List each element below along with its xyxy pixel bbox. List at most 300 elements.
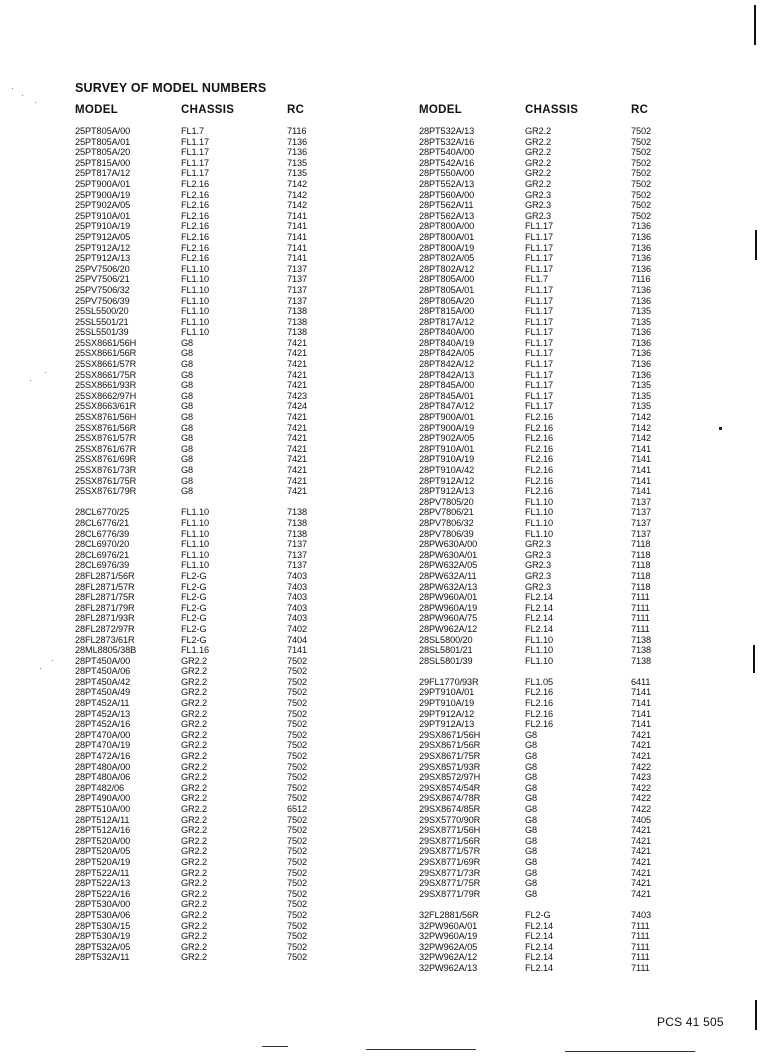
table-row <box>75 359 325 370</box>
chassis-cell: FL1.17 <box>525 401 554 412</box>
model-cell: 28PT840A/00 <box>419 327 475 338</box>
model-cell: 25PT902A/05 <box>75 200 131 211</box>
rc-cell: 7118 <box>631 539 651 550</box>
table-row <box>419 539 669 550</box>
model-cell: 28PT540A/00 <box>419 147 475 158</box>
chassis-cell: G8 <box>525 867 538 878</box>
rc-cell: 7502 <box>631 210 652 221</box>
table-row <box>75 624 325 635</box>
rc-cell: 7421 <box>287 454 308 465</box>
model-cell: 25PT912A/13 <box>75 253 131 264</box>
model-cell: 28PT912A/13 <box>419 486 475 497</box>
model-cell: 28FL2873/61R <box>75 634 135 645</box>
chassis-cell: G8 <box>525 751 538 762</box>
model-cell: 28PT530A/15 <box>75 920 131 931</box>
chassis-cell: GR2.2 <box>181 920 208 931</box>
rc-cell: 7136 <box>631 295 652 306</box>
rc-cell: 7141 <box>631 443 652 454</box>
model-cell: 25PT817A/12 <box>75 168 131 179</box>
model-cell: 28PT805A/00 <box>419 274 475 285</box>
table-row <box>419 899 669 910</box>
model-cell: 28PT520A/00 <box>75 835 131 846</box>
chassis-cell: FL2.14 <box>525 941 554 952</box>
chassis-cell: FL1.17 <box>525 390 554 401</box>
rc-cell: 7421 <box>631 888 652 899</box>
model-cell: 28PT450A/49 <box>75 687 131 698</box>
model-cell: 25PV7506/39 <box>75 295 130 306</box>
model-cell: 28FL2871/56R <box>75 570 135 581</box>
table-row <box>419 825 669 836</box>
rc-cell: 7421 <box>287 465 308 475</box>
table-row <box>75 815 325 826</box>
chassis-cell: GR2.2 <box>181 729 208 740</box>
table-row <box>419 963 669 974</box>
model-cell: 28FL2871/75R <box>75 592 135 603</box>
chassis-cell: GR2.2 <box>181 814 208 825</box>
rc-cell: 7502 <box>287 708 308 719</box>
model-cell: 28PT452A/11 <box>75 698 130 709</box>
table-row <box>419 868 669 879</box>
chassis-cell: FL2-G <box>181 602 207 613</box>
table-row <box>419 200 669 211</box>
chassis-cell: FL1.17 <box>525 380 554 391</box>
chassis-cell: FL2.14 <box>525 920 554 931</box>
chassis-cell: FL1.17 <box>525 306 554 317</box>
rc-cell: 7111 <box>631 623 650 634</box>
table-row <box>75 380 325 391</box>
model-cell: 28PT470A/00 <box>75 729 131 740</box>
chassis-cell: FL1.17 <box>181 136 210 147</box>
table-row <box>75 465 325 476</box>
chassis-cell: GR2.2 <box>181 931 208 942</box>
chassis-cell: G8 <box>181 390 194 401</box>
table-row <box>419 931 669 942</box>
rc-cell: 7142 <box>287 200 308 211</box>
model-cell: 28PT560A/00 <box>419 189 475 200</box>
model-cell: 25SX8761/56H <box>75 412 137 423</box>
chassis-cell: FL1.17 <box>525 242 554 253</box>
model-cell: 28PT520A/19 <box>75 856 131 867</box>
rc-cell: 7421 <box>287 412 308 423</box>
chassis-cell: FL1.10 <box>181 327 210 338</box>
table-row <box>419 857 669 868</box>
chassis-cell: GR2.2 <box>181 719 208 730</box>
table-row <box>419 465 669 476</box>
rc-cell: 7502 <box>287 909 308 920</box>
model-cell: 32PW962A/12 <box>419 952 478 963</box>
model-cell: 28PT480A/06 <box>75 772 131 783</box>
table-row <box>75 656 325 667</box>
model-cell: 29SX5770/90R <box>419 814 481 825</box>
chassis-cell: FL1.7 <box>181 126 204 136</box>
rc-cell: 7502 <box>631 189 652 200</box>
chassis-cell: FL1.10 <box>181 274 210 285</box>
model-cell: 28PT510A/00 <box>75 804 131 814</box>
model-cell: 28PT817A/12 <box>419 316 475 327</box>
table-row <box>419 804 669 815</box>
model-cell: 28PT530A/00 <box>75 899 131 910</box>
rc-cell: 7138 <box>631 655 652 666</box>
model-cell: 25SX8761/56R <box>75 422 137 433</box>
table-row <box>75 793 325 804</box>
model-cell: 28SL5800/20 <box>419 634 473 645</box>
table-row <box>419 253 669 264</box>
chassis-cell: GR2.2 <box>181 655 208 666</box>
model-cell: 25SX8661/57R <box>75 359 137 370</box>
table-row <box>419 666 669 677</box>
chassis-cell: G8 <box>181 380 194 391</box>
rc-cell: 7136 <box>287 147 308 158</box>
model-cell: 28PV7805/20 <box>419 496 474 507</box>
chassis-cell: FL1.17 <box>181 157 210 168</box>
chassis-cell: G8 <box>181 359 194 370</box>
rc-cell: 7138 <box>287 327 308 338</box>
rc-cell: 7421 <box>287 337 308 348</box>
rc-cell: 7502 <box>287 740 308 751</box>
chassis-cell: G8 <box>525 825 538 836</box>
table-row <box>75 433 325 444</box>
rc-cell: 7141 <box>287 231 308 242</box>
model-cell: 28PT842A/13 <box>419 369 475 380</box>
rc-cell: 7421 <box>287 369 308 380</box>
rc-cell: 7137 <box>287 560 308 571</box>
rc-cell: 7135 <box>631 390 652 401</box>
chassis-cell: GR2.2 <box>525 147 552 158</box>
model-cell: 29FL1770/93R <box>419 676 479 687</box>
rc-cell: 7136 <box>631 359 652 370</box>
chassis-cell: FL2-G <box>181 592 207 603</box>
model-cell: 28PT452A/16 <box>75 719 131 730</box>
chassis-cell: G8 <box>525 793 538 804</box>
table-row <box>75 772 325 783</box>
table-row <box>75 232 325 243</box>
model-cell: 25PV7506/32 <box>75 284 130 295</box>
table-row <box>75 836 325 847</box>
chassis-cell: FL2.16 <box>181 178 210 189</box>
table-row <box>75 518 325 529</box>
rc-cell: 7502 <box>287 782 308 793</box>
chassis-cell: G8 <box>181 486 194 497</box>
chassis-cell: FL1.17 <box>525 284 554 295</box>
model-cell: 28PT520A/05 <box>75 846 131 857</box>
header-rc-left: RC <box>287 104 305 116</box>
table-row <box>419 942 669 953</box>
table-row <box>419 401 669 412</box>
chassis-cell: GR2.2 <box>181 899 208 910</box>
table-row <box>75 857 325 868</box>
rc-cell: 6512 <box>287 804 308 814</box>
model-cell: 25SX8663/61R <box>75 401 137 412</box>
table-row <box>419 147 669 158</box>
rc-cell: 7402 <box>287 623 308 634</box>
table-row <box>75 868 325 879</box>
table-row <box>419 412 669 423</box>
model-cell: 25PV7506/21 <box>75 274 130 285</box>
table-row <box>75 952 325 963</box>
chassis-cell: GR2.2 <box>181 909 208 920</box>
table-row <box>419 550 669 561</box>
model-cell: 25PT910A/01 <box>75 210 131 221</box>
chassis-cell: G8 <box>525 856 538 867</box>
table-row <box>419 359 669 370</box>
chassis-cell: FL2.16 <box>525 454 554 465</box>
table-row <box>419 603 669 614</box>
chassis-cell: FL2.16 <box>525 422 554 433</box>
model-cell: 28PV7806/39 <box>419 528 474 539</box>
rc-cell: 7136 <box>631 221 652 232</box>
table-row <box>419 391 669 402</box>
rc-cell: 7502 <box>631 168 652 179</box>
table-row <box>419 444 669 455</box>
chassis-cell: FL1.17 <box>525 231 554 242</box>
chassis-cell: GR2.3 <box>525 560 552 571</box>
model-cell: 28PW632A/11 <box>419 570 477 581</box>
rc-cell: 7135 <box>287 157 308 168</box>
model-cell: 28PT450A/00 <box>75 655 131 666</box>
chassis-cell: FL1.10 <box>181 295 210 306</box>
rc-cell: 7141 <box>631 475 652 486</box>
chassis-cell: FL2.16 <box>181 253 210 264</box>
chassis-cell: FL1.10 <box>181 507 210 518</box>
table-row <box>419 836 669 847</box>
rc-cell: 7111 <box>631 920 650 931</box>
rc-cell: 7141 <box>287 210 308 221</box>
rc-cell: 7422 <box>631 793 652 804</box>
rc-cell: 7403 <box>287 570 308 581</box>
table-row <box>75 317 325 328</box>
chassis-cell: FL2.16 <box>525 412 554 423</box>
model-cell: 29SX8771/56R <box>419 835 481 846</box>
rc-cell: 7422 <box>631 761 652 772</box>
table-row <box>75 401 325 412</box>
chassis-cell: GR2.2 <box>181 856 208 867</box>
table-row <box>419 158 669 169</box>
model-cell: 28PW960A/75 <box>419 613 478 624</box>
scan-edge-line <box>565 1051 695 1052</box>
model-cell: 28PT902A/05 <box>419 433 475 444</box>
chassis-cell: GR2.3 <box>525 189 552 200</box>
model-cell: 28FL2871/79R <box>75 602 135 613</box>
chassis-cell: FL2.16 <box>525 433 554 444</box>
chassis-cell: G8 <box>525 888 538 899</box>
chassis-cell: FL1.7 <box>525 274 548 285</box>
model-cell: 28PV7806/32 <box>419 517 474 528</box>
rc-cell: 7421 <box>287 475 308 486</box>
table-row <box>75 423 325 434</box>
table-row <box>75 666 325 677</box>
table-row <box>75 582 325 593</box>
table-row <box>419 221 669 232</box>
model-cell: 28PT450A/06 <box>75 666 131 677</box>
chassis-cell: FL2.16 <box>525 698 554 709</box>
chassis-cell: FL2.14 <box>525 602 554 613</box>
model-cell: 25SX8761/73R <box>75 465 137 475</box>
rc-cell: 7421 <box>631 867 652 878</box>
rc-cell: 7142 <box>631 412 652 423</box>
rc-cell: 7502 <box>287 814 308 825</box>
table-row <box>75 931 325 942</box>
chassis-cell: FL2.16 <box>525 443 554 454</box>
model-cell: 29SX8671/75R <box>419 751 481 762</box>
model-cell: 28PW632A/05 <box>419 560 478 571</box>
rc-cell: 7423 <box>287 390 308 401</box>
rc-cell: 7403 <box>287 581 308 592</box>
chassis-cell: G8 <box>525 846 538 857</box>
rc-cell: 7142 <box>287 178 308 189</box>
table-row <box>419 793 669 804</box>
chassis-cell: FL1.10 <box>525 655 554 666</box>
model-cell: 29SX8574/54R <box>419 782 481 793</box>
rc-cell: 7403 <box>631 909 652 920</box>
chassis-cell: FL1.17 <box>525 316 554 327</box>
model-cell: 25SX8661/56R <box>75 348 137 359</box>
table-row <box>419 327 669 338</box>
model-cell: 28PT912A/12 <box>419 475 475 486</box>
chassis-cell: G8 <box>181 433 194 444</box>
model-cell: 29SX8771/69R <box>419 856 481 867</box>
table-row <box>75 412 325 423</box>
chassis-cell: G8 <box>181 401 194 412</box>
chassis-cell: G8 <box>181 454 194 465</box>
table-row <box>75 253 325 264</box>
table-row <box>419 560 669 571</box>
table-row <box>75 825 325 836</box>
chassis-cell: FL2.16 <box>181 242 210 253</box>
rc-cell: 7403 <box>287 613 308 624</box>
model-cell: 32PW960A/01 <box>419 920 478 931</box>
table-row <box>75 507 325 518</box>
table-row <box>419 317 669 328</box>
model-cell: 28PT800A/01 <box>419 231 475 242</box>
model-cell: 28PT550A/00 <box>419 168 475 179</box>
table-row <box>75 126 325 137</box>
table-row <box>75 613 325 624</box>
model-cell: 28PT845A/00 <box>419 380 475 391</box>
scan-edge-line <box>262 1046 288 1047</box>
model-cell: 25SX8662/97H <box>75 390 137 401</box>
rc-cell: 7137 <box>631 528 652 539</box>
model-cell: 32PW960A/19 <box>419 931 478 942</box>
chassis-cell: GR2.2 <box>181 782 208 793</box>
chassis-cell: FL2-G <box>181 613 207 624</box>
rc-cell: 7502 <box>287 846 308 857</box>
rc-cell: 7502 <box>287 772 308 783</box>
rc-cell: 7111 <box>631 941 650 952</box>
rc-cell: 7502 <box>287 952 308 963</box>
chassis-cell: FL1.10 <box>525 528 554 539</box>
chassis-cell: FL2-G <box>181 570 207 581</box>
model-cell: 28PT845A/01 <box>419 390 475 401</box>
rc-cell: 7141 <box>287 253 308 264</box>
chassis-cell: GR2.2 <box>181 888 208 899</box>
model-cell: 28PT450A/42 <box>75 676 131 687</box>
chassis-cell: FL1.10 <box>181 528 210 539</box>
model-cell: 29PT910A/19 <box>419 698 475 709</box>
chassis-cell: GR2.2 <box>181 772 208 783</box>
chassis-cell: G8 <box>181 465 194 475</box>
model-cell: 28PT562A/13 <box>419 210 475 221</box>
table-row <box>75 783 325 794</box>
right-model-table <box>419 126 669 974</box>
chassis-cell: GR2.2 <box>181 835 208 846</box>
model-cell: 25SL5501/39 <box>75 327 129 338</box>
model-cell: 28SL5801/21 <box>419 645 473 656</box>
rc-cell: 7111 <box>631 962 650 973</box>
rc-cell: 7138 <box>287 306 308 317</box>
chassis-cell: FL2-G <box>181 623 207 634</box>
model-cell: 28PT530A/19 <box>75 931 131 942</box>
model-cell: 25PV7506/20 <box>75 263 130 274</box>
rc-cell: 7423 <box>631 772 652 783</box>
chassis-cell: GR2.2 <box>181 708 208 719</box>
model-cell: 25SX8761/75R <box>75 475 137 486</box>
chassis-cell: FL2-G <box>181 581 207 592</box>
scan-edge-mark <box>755 1000 757 1030</box>
chassis-cell: FL1.17 <box>525 295 554 306</box>
rc-cell: 7142 <box>631 422 652 433</box>
rc-cell: 7136 <box>631 327 652 338</box>
rc-cell: 7502 <box>287 931 308 942</box>
table-row <box>419 698 669 709</box>
model-cell: 28PT800A/19 <box>419 242 475 253</box>
rc-cell: 7136 <box>287 136 308 147</box>
rc-cell: 7137 <box>287 539 308 550</box>
model-cell: 28PT840A/19 <box>419 337 475 348</box>
model-cell: 25PT900A/19 <box>75 189 131 200</box>
model-cell: 25SL5501/21 <box>75 316 129 327</box>
model-cell: 28PW962A/12 <box>419 623 478 634</box>
model-cell: 28PT910A/42 <box>419 465 475 475</box>
chassis-cell: GR2.2 <box>181 666 208 677</box>
model-cell: 28PT470A/19 <box>75 740 131 751</box>
table-row <box>75 592 325 603</box>
chassis-cell: GR2.2 <box>181 941 208 952</box>
model-cell: 29SX8771/57R <box>419 846 481 857</box>
model-cell: 29SX8571/93R <box>419 761 481 772</box>
chassis-cell: FL2.16 <box>181 200 210 211</box>
model-cell: 28PV7806/21 <box>419 507 474 518</box>
chassis-cell: GR2.2 <box>181 761 208 772</box>
chassis-cell: G8 <box>181 443 194 454</box>
rc-cell: 7136 <box>631 231 652 242</box>
rc-cell: 7137 <box>631 496 652 507</box>
chassis-cell: FL1.10 <box>181 549 210 560</box>
model-cell: 25PT815A/00 <box>75 157 131 168</box>
model-cell: 28CL6976/39 <box>75 560 130 571</box>
table-row <box>419 677 669 688</box>
chassis-cell: G8 <box>525 835 538 846</box>
rc-cell: 7421 <box>631 740 652 751</box>
scan-speck <box>30 380 31 381</box>
model-cell: 28FL2872/97R <box>75 623 135 634</box>
table-row <box>419 433 669 444</box>
model-cell: 32PW962A/05 <box>419 941 478 952</box>
scan-edge-line <box>366 1049 476 1050</box>
rc-cell: 7422 <box>631 782 652 793</box>
table-row <box>75 571 325 582</box>
rc-cell: 7502 <box>287 666 308 677</box>
rc-cell: 7142 <box>287 189 308 200</box>
model-cell: 28PT522A/16 <box>75 888 131 899</box>
rc-cell: 7421 <box>287 422 308 433</box>
rc-cell: 7502 <box>287 941 308 952</box>
table-row <box>75 476 325 487</box>
table-row <box>419 783 669 794</box>
scan-speck <box>40 668 41 669</box>
rc-cell: 7421 <box>631 835 652 846</box>
rc-cell: 7135 <box>631 380 652 391</box>
chassis-cell: GR2.2 <box>181 687 208 698</box>
